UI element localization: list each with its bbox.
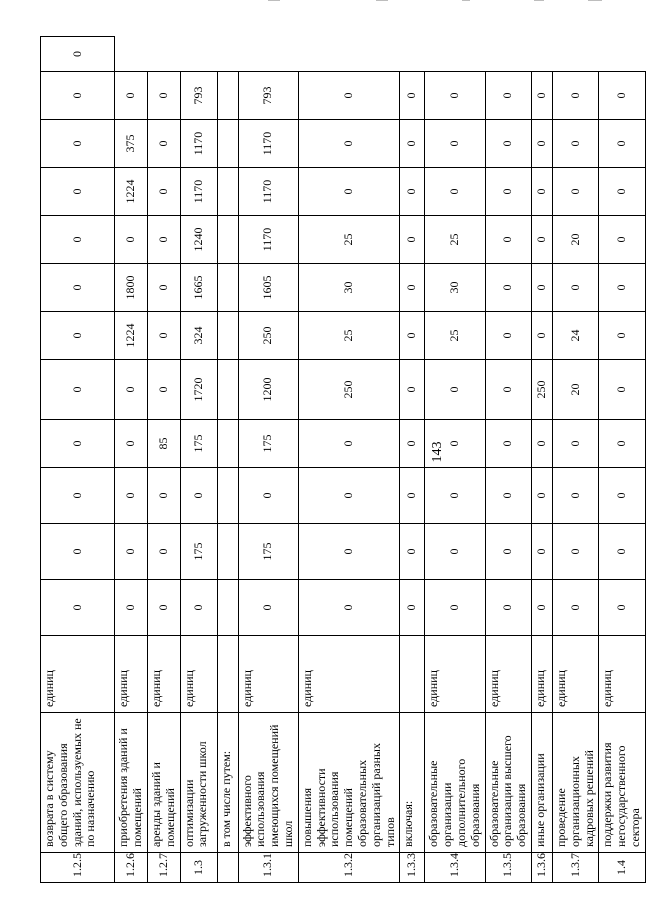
value-cell: 0 [552, 72, 598, 120]
value-cell: 0 [115, 72, 148, 120]
value-cell: 0 [298, 468, 400, 524]
value-cell: 0 [148, 468, 181, 524]
table-row [238, 37, 298, 883]
row-number: 1.2.5 [41, 853, 115, 883]
value-cell: 25 [298, 216, 400, 264]
value-cell: 0 [552, 120, 598, 168]
value-cell: 0 [400, 120, 425, 168]
value-cell: 0 [599, 216, 645, 264]
row-unit: единиц [425, 636, 485, 713]
value-cell: 0 [485, 120, 531, 168]
value-cell: 324 [180, 312, 217, 360]
value-cell [217, 420, 238, 468]
value-cell: 175 [238, 420, 298, 468]
value-cell [217, 312, 238, 360]
value-cell: 0 [148, 72, 181, 120]
value-cell [217, 360, 238, 420]
value-cell: 30 [425, 264, 485, 312]
value-cell: 0 [400, 580, 425, 636]
value-cell: 0 [148, 120, 181, 168]
value-cell: 0 [425, 72, 485, 120]
value-cell: 375 [115, 120, 148, 168]
value-cell: 1665 [180, 264, 217, 312]
row-number: 1.3.2 [298, 853, 400, 883]
value-cell: 0 [599, 580, 645, 636]
value-cell: 0 [485, 72, 531, 120]
value-cell: 0 [552, 264, 598, 312]
value-cell [217, 468, 238, 524]
value-cell: 30 [298, 264, 400, 312]
row-number: 1.3.4 [425, 853, 485, 883]
value-cell: 0 [485, 524, 531, 580]
value-cell: 0 [41, 264, 115, 312]
row-description: проведение организационных кадровых решений [552, 713, 598, 853]
value-cell: 0 [41, 360, 115, 420]
row-unit: единиц [599, 636, 645, 713]
value-cell: 1224 [115, 168, 148, 216]
value-cell: 0 [400, 360, 425, 420]
registry-table [40, 36, 646, 883]
value-cell: 0 [148, 312, 181, 360]
value-cell: 0 [531, 420, 552, 468]
value-cell: 20 [552, 360, 598, 420]
value-cell: 0 [41, 580, 115, 636]
value-cell: 0 [298, 524, 400, 580]
value-cell [217, 524, 238, 580]
value-cell: 0 [485, 360, 531, 420]
value-cell [217, 168, 238, 216]
row-description: иные организации [531, 713, 552, 853]
row-description: образовательные организации высшего образования [485, 713, 531, 853]
value-cell: 0 [41, 168, 115, 216]
table-row [115, 37, 148, 883]
value-cell: 0 [238, 468, 298, 524]
value-cell: 0 [180, 580, 217, 636]
value-cell: 1170 [180, 120, 217, 168]
value-cell: 25 [425, 216, 485, 264]
value-cell: 0 [148, 360, 181, 420]
row-description: возврата в систему общего образования зданий, используемых не по назначению [41, 713, 115, 853]
value-cell: 0 [599, 312, 645, 360]
row-unit: единиц [180, 636, 217, 713]
row-number: 1.3.3 [400, 853, 425, 883]
value-cell: 0 [41, 312, 115, 360]
value-cell: 0 [148, 524, 181, 580]
value-cell: 0 [180, 468, 217, 524]
value-cell: 0 [552, 168, 598, 216]
row-unit: единиц [148, 636, 181, 713]
value-cell: 175 [238, 524, 298, 580]
value-cell: 0 [599, 420, 645, 468]
value-cell: 0 [599, 360, 645, 420]
value-cell: 1800 [115, 264, 148, 312]
value-cell: 0 [485, 168, 531, 216]
value-cell: 0 [41, 524, 115, 580]
value-cell: 0 [400, 468, 425, 524]
value-cell: 0 [298, 580, 400, 636]
value-cell: 0 [115, 468, 148, 524]
value-cell: 0 [41, 420, 115, 468]
value-cell: 0 [115, 216, 148, 264]
value-cell: 0 [485, 420, 531, 468]
row-unit: единиц [552, 636, 598, 713]
value-cell [217, 216, 238, 264]
row-number: 1.3.1 [238, 853, 298, 883]
value-cell: 0 [485, 312, 531, 360]
value-cell: 0 [115, 580, 148, 636]
value-cell: 1170 [238, 216, 298, 264]
value-cell: 0 [41, 468, 115, 524]
value-cell: 0 [400, 312, 425, 360]
value-cell: 0 [400, 264, 425, 312]
row-description: оптимизации загруженности школ [180, 713, 217, 853]
value-cell: 0 [400, 420, 425, 468]
table-row [41, 37, 115, 883]
table-row [425, 37, 485, 883]
row-number: 1.3 [180, 853, 217, 883]
row-number: 1.4 [599, 853, 645, 883]
registry-table-rotated [40, 36, 642, 883]
value-cell: 0 [599, 524, 645, 580]
row-unit: единиц [531, 636, 552, 713]
value-cell: 0 [41, 72, 115, 120]
value-cell: 0 [400, 524, 425, 580]
row-description: аренды зданий и помещений [148, 713, 181, 853]
value-cell: 0 [599, 72, 645, 120]
value-cell: 0 [425, 168, 485, 216]
value-cell: 0 [485, 468, 531, 524]
value-cell: 0 [485, 580, 531, 636]
value-cell: 175 [180, 420, 217, 468]
row-unit [400, 636, 425, 713]
value-cell: 0 [425, 468, 485, 524]
value-cell: 0 [115, 524, 148, 580]
row-unit: единиц [485, 636, 531, 713]
row-number: 1.2.7 [148, 853, 181, 883]
value-cell: 0 [298, 420, 400, 468]
value-cell: 0 [400, 216, 425, 264]
value-cell: 0 [400, 168, 425, 216]
value-cell: 0 [148, 580, 181, 636]
value-cell: 0 [41, 37, 115, 72]
value-cell: 0 [552, 524, 598, 580]
value-cell: 0 [552, 580, 598, 636]
value-cell: 1170 [238, 120, 298, 168]
value-cell: 0 [599, 120, 645, 168]
value-cell: 0 [531, 216, 552, 264]
value-cell: 0 [148, 168, 181, 216]
value-cell: 25 [425, 312, 485, 360]
value-cell: 0 [552, 420, 598, 468]
value-cell: 0 [115, 420, 148, 468]
row-number: 1.3.6 [531, 853, 552, 883]
value-cell: 0 [552, 468, 598, 524]
row-description: эффективного использования имеющихся помещений школ [238, 713, 298, 853]
row-unit: единиц [115, 636, 148, 713]
value-cell: 0 [298, 120, 400, 168]
value-cell: 0 [148, 264, 181, 312]
table-row [531, 37, 552, 883]
value-cell: 0 [485, 216, 531, 264]
value-cell: 0 [425, 420, 485, 468]
value-cell: 0 [400, 72, 425, 120]
table-body [41, 37, 646, 883]
row-unit [217, 636, 238, 713]
row-number [217, 853, 238, 883]
value-cell: 0 [298, 168, 400, 216]
value-cell: 1224 [115, 312, 148, 360]
table-row [217, 37, 238, 883]
page-number: 143 [430, 441, 445, 463]
value-cell: 1170 [180, 168, 217, 216]
value-cell: 0 [531, 72, 552, 120]
row-description: образовательные организации дополнительного образования [425, 713, 485, 853]
value-cell: 1170 [238, 168, 298, 216]
value-cell: 0 [425, 120, 485, 168]
value-cell: 0 [425, 524, 485, 580]
value-cell: 1240 [180, 216, 217, 264]
value-cell: 0 [531, 168, 552, 216]
value-cell [217, 120, 238, 168]
row-number: 1.3.7 [552, 853, 598, 883]
table-row [485, 37, 531, 883]
value-cell [217, 72, 238, 120]
row-number: 1.2.6 [115, 853, 148, 883]
value-cell: 250 [531, 360, 552, 420]
row-description: поддержки развития негосударственного сектора [599, 713, 645, 853]
row-description: в том числе путем: [217, 713, 238, 853]
table-row [599, 37, 645, 883]
value-cell: 0 [425, 580, 485, 636]
value-cell: 0 [41, 120, 115, 168]
row-description: повышения эффективности использования помещений образовательных организаций разных типов [298, 713, 400, 853]
value-cell: 0 [531, 264, 552, 312]
table-row [552, 37, 598, 883]
row-unit: единиц [41, 636, 115, 713]
value-cell: 0 [531, 312, 552, 360]
value-cell: 0 [531, 524, 552, 580]
value-cell: 0 [115, 360, 148, 420]
row-number: 1.3.5 [485, 853, 531, 883]
value-cell: 0 [298, 72, 400, 120]
table-row [400, 37, 425, 883]
value-cell: 0 [425, 360, 485, 420]
value-cell: 25 [298, 312, 400, 360]
value-cell: 250 [238, 312, 298, 360]
value-cell: 250 [298, 360, 400, 420]
value-cell: 85 [148, 420, 181, 468]
value-cell: 0 [531, 120, 552, 168]
value-cell: 24 [552, 312, 598, 360]
value-cell: 1605 [238, 264, 298, 312]
row-description: включая: [400, 713, 425, 853]
value-cell: 0 [148, 216, 181, 264]
table-row [180, 37, 217, 883]
value-cell: 0 [238, 580, 298, 636]
value-cell: 0 [41, 216, 115, 264]
value-cell: 0 [485, 264, 531, 312]
row-unit: единиц [298, 636, 400, 713]
value-cell: 0 [599, 468, 645, 524]
value-cell: 1720 [180, 360, 217, 420]
value-cell: 793 [180, 72, 217, 120]
value-cell [217, 580, 238, 636]
value-cell: 0 [531, 468, 552, 524]
value-cell: 793 [238, 72, 298, 120]
table-row [148, 37, 181, 883]
value-cell: 20 [552, 216, 598, 264]
value-cell: 1200 [238, 360, 298, 420]
row-unit: единиц [238, 636, 298, 713]
value-cell: 0 [599, 168, 645, 216]
row-description: приобретения зданий и помещений [115, 713, 148, 853]
value-cell: 0 [531, 580, 552, 636]
table-row [298, 37, 400, 883]
value-cell [217, 264, 238, 312]
value-cell: 0 [599, 264, 645, 312]
value-cell: 175 [180, 524, 217, 580]
